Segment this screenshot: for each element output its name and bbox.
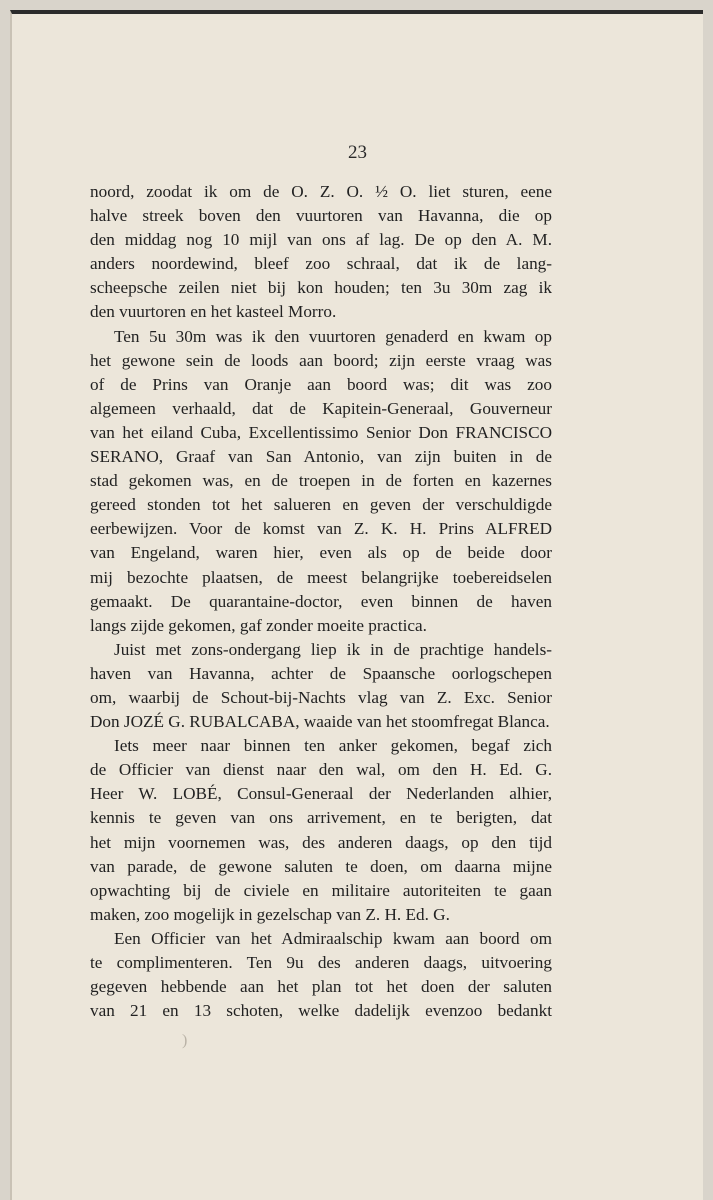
text-line: den vuurtoren en het kasteel Morro. <box>90 302 337 322</box>
text-line: of de Prins van Oranje aan boord was; dit was zoo <box>90 374 552 394</box>
text-line: maken, zoo mogelijk in gezelschap van Z. H. Ed. G. <box>90 904 450 924</box>
page-number: 23 <box>348 142 367 163</box>
text-line: halve streek boven den vuurtoren van Havanna, die op <box>90 206 552 226</box>
text-line: van Engeland, waren hier, even als op de beide door <box>90 543 552 563</box>
text-line: Ten 5u 30m was ik den vuurtoren genaderd en kwam op <box>114 326 552 346</box>
text-line: de Officier van dienst naar den wal, om den H. Ed. G. <box>90 760 552 780</box>
text-line: anders noordewind, bleef zoo schraal, dat ik de lang- <box>90 254 552 274</box>
book-page <box>10 10 703 1200</box>
text-line: gegeven hebbende aan het plan tot het doen der saluten <box>90 977 552 997</box>
paragraph <box>90 638 552 734</box>
text-line: gemaakt. De quarantaine-doctor, even binnen de haven <box>90 591 552 611</box>
text-line: Juist met zons-ondergang liep ik in de prachtige handels- <box>114 639 552 659</box>
text-line: te complimenteren. Ten 9u des anderen daags, uitvoering <box>90 953 552 972</box>
text-line: Een Officier van het Admiraalschip kwam aan boord om <box>114 928 552 948</box>
text-line: gereed stonden tot het salueren en geven der verschuldigde <box>90 495 552 515</box>
text-line: SERANO, Graaf van San Antonio, van zijn buiten in de <box>90 447 552 467</box>
stray-mark: ) <box>182 1032 188 1049</box>
text-line: van 21 en 13 schoten, welke dadelijk evenzoo bedankt <box>90 1001 552 1021</box>
text-line: het mijn voornemen was, des anderen daags, op den tijd <box>90 832 552 852</box>
body-text <box>90 180 552 1023</box>
text-line: mij bezochte plaatsen, de meest belangrijke toebereidselen <box>90 567 552 587</box>
text-line: Heer W. LOBÉ, Consul-Generaal der Nederlanden alhier, <box>90 784 552 804</box>
paragraph <box>90 180 552 325</box>
text-line: opwachting bij de civiele en militaire autoriteiten te gaan <box>90 880 552 900</box>
paragraph <box>90 325 552 638</box>
text-line: scheepsche zeilen niet bij kon houden; ten 3u 30m zag ik <box>90 278 552 298</box>
text-line: langs zijde gekomen, gaf zonder moeite practica. <box>90 615 427 635</box>
text-line: eerbewijzen. Voor de komst van Z. K. H. Prins ALFRED <box>90 519 552 539</box>
text-line: het gewone sein de loods aan boord; zijn eerste vraag was <box>90 350 552 370</box>
text-line: Don JOZÉ G. RUBALCABA, waaide van het stoomfregat Blanca. <box>90 712 550 732</box>
text-line: kennis te geven van ons arrivement, en te berigten, dat <box>90 808 552 828</box>
text-line: den middag nog 10 mijl van ons af lag. De op den A. M. <box>90 230 552 250</box>
text-line: van het eiland Cuba, Excellentissimo Senior Don FRANCISCO <box>90 422 552 442</box>
text-line: stad gekomen was, en de troepen in de forten en kazernes <box>90 471 552 491</box>
text-line: haven van Havanna, achter de Spaansche oorlogschepen <box>90 663 552 683</box>
text-line: algemeen verhaald, dat de Kapitein-Generaal, Gouverneur <box>90 398 552 418</box>
text-line: noord, zoodat ik om de O. Z. O. ½ O. liet sturen, eene <box>90 182 552 201</box>
text-line: van parade, de gewone saluten te doen, om daarna mijne <box>90 856 552 876</box>
paragraph <box>90 927 552 1023</box>
text-line: Iets meer naar binnen ten anker gekomen, begaf zich <box>114 736 552 756</box>
paragraph <box>90 734 552 927</box>
text-line: om, waarbij de Schout-bij-Nachts vlag van Z. Exc. Senior <box>90 687 552 707</box>
